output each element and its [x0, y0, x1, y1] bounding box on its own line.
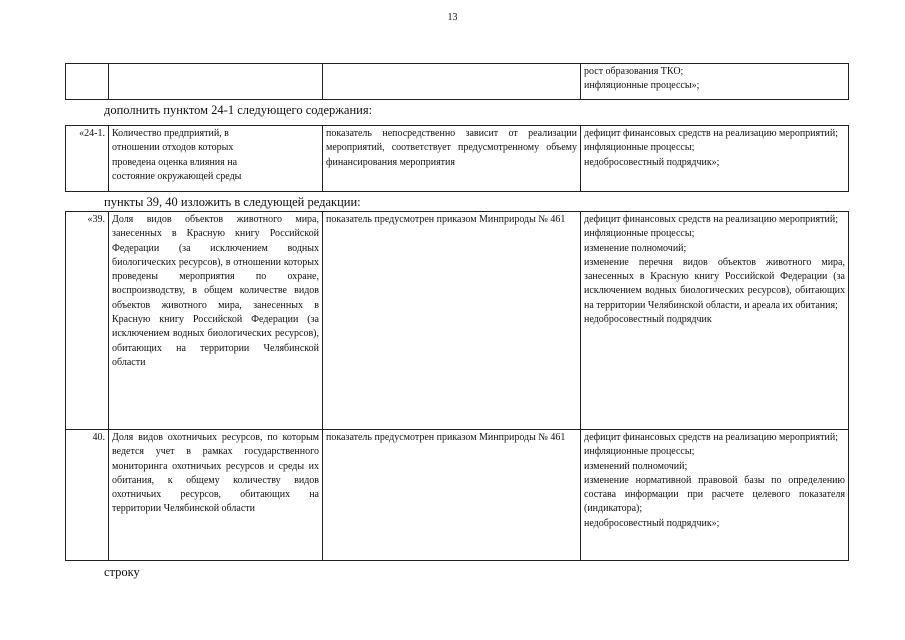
risk-factor-line: инфляционные процессы»;: [584, 80, 700, 92]
row-number-cell: «39.: [66, 212, 109, 430]
risk-factor-line: инфляционные процессы;: [584, 228, 695, 240]
row-number-cell: 40.: [66, 430, 109, 561]
indicator-name-cell: Доля видов охотничьих ресурсов, по которым ведется учет в рамках государственного мониторинга охотничьих ресурсов и среды их обитания, к общему количеству видов охотничьих ресурсов, обитающих на территории Челябинской области: [109, 430, 323, 561]
indicator-name-line: отношении отходов которых: [112, 142, 234, 154]
risk-factors-cell: [581, 212, 849, 430]
page-number: 13: [447, 12, 458, 23]
table-row: [66, 212, 849, 430]
indicator-name-cell: [109, 126, 323, 192]
risk-factor-line: изменение полномочий;: [584, 242, 687, 254]
risk-factors-cell: [581, 430, 849, 561]
table-items-39-40: [65, 211, 849, 561]
risk-factor-line: изменений полномочий;: [584, 460, 688, 472]
risk-factor-line: инфляционные процессы;: [584, 142, 695, 154]
table-item-24-1: [65, 125, 849, 192]
risk-factor-line: недобросовестный подрядчик»;: [584, 156, 720, 168]
risk-factor-line: дефицит финансовых средств на реализацию мероприятий;: [584, 432, 838, 443]
table-continuation: [65, 63, 849, 100]
justification-cell: показатель предусмотрен приказом Минприроды № 461: [323, 212, 581, 430]
justification-cell: [323, 64, 581, 100]
indicator-name-cell: [109, 64, 323, 100]
indicator-name-line: состояние окружающей среды: [112, 170, 242, 182]
risk-factors-cell: [581, 126, 849, 192]
table-row: [66, 430, 849, 561]
instruction-paragraph: пункты 39, 40 изложить в следующей редакции:: [104, 195, 361, 209]
risk-factor-line: изменение нормативной правовой базы по определению состава информации при расчете целевого показателя (индикатора);: [584, 474, 845, 515]
row-number-cell: «24-1.: [66, 126, 109, 192]
table-row: [66, 64, 849, 100]
risk-factors-cell: [581, 64, 849, 100]
row-number-cell: [66, 64, 109, 100]
table-row: [66, 126, 849, 192]
risk-factor-line: дефицит финансовых средств на реализацию мероприятий;: [584, 214, 838, 225]
instruction-paragraph: строку: [104, 565, 140, 579]
justification-cell: показатель непосредственно зависит от реализации мероприятий, соответствует предусмотренному объему финансирования мероприятия: [323, 126, 581, 192]
indicator-name-line: Количество предприятий, в: [112, 128, 229, 139]
risk-factor-line: инфляционные процессы;: [584, 446, 695, 458]
risk-factor-line: недобросовестный подрядчик: [584, 314, 712, 326]
risk-factor-line: недобросовестный подрядчик»;: [584, 517, 720, 529]
indicator-name-cell: Доля видов объектов животного мира, занесенных в Красную книгу Российской Федерации (за исключением водных биологических ресурсов), в отношении которых проведены мероприятия по охране, воспроизводству, в общем количестве видов объектов животного мира, занесенных в Красную книгу Российской Федерации (за исключением водных биологических ресурсов), обитающих на территории Челябинской области: [109, 212, 323, 430]
risk-factor-line: рост образования ТКО;: [584, 66, 684, 77]
risk-factor-line: изменение перечня видов объектов животного мира, занесенных в Красную книгу Российской Федерации (за исключением водных биологических ресурсов), обитающих на территории Челябинской области, и ареала их обитания;: [584, 256, 845, 311]
justification-cell: показатель предусмотрен приказом Минприроды № 461: [323, 430, 581, 561]
indicator-name-line: проведена оценка влияния на: [112, 156, 238, 168]
risk-factor-line: дефицит финансовых средств на реализацию мероприятий;: [584, 128, 838, 139]
instruction-paragraph: дополнить пунктом 24-1 следующего содержания:: [104, 103, 373, 117]
